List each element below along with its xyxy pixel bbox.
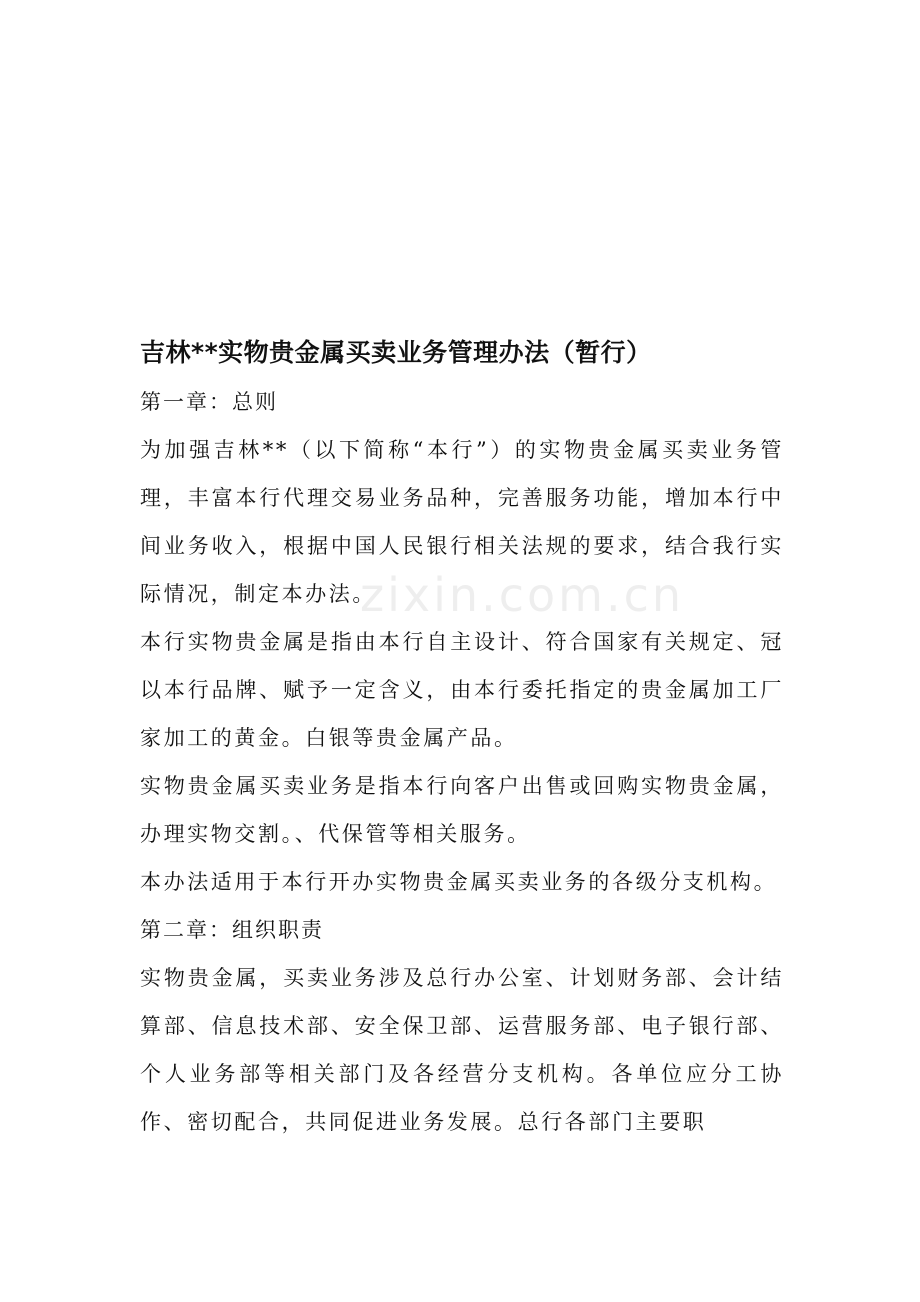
paragraph: 本行实物贵金属是指由本行自主设计、符合国家有关规定、冠以本行品牌、赋予一定含义，由本行委托指定的贵金属加工厂家加工的黄金。白银等贵金属产品。 [140,630,784,750]
chapter-1-heading: 第一章：总则 [140,390,278,414]
watermark: zixin.com.cn [360,568,685,622]
chapter-2-heading: 第二章：组织职责 [140,918,324,942]
paragraph: 实物贵金属，买卖业务涉及总行办公室、计划财务部、会计结算部、信息技术部、安全保卫部、运营服务部、电子银行部、个人业务部等相关部门及各经营分支机构。各单位应分工协作、密切配合，共同促进业务发展。总行各部门主要职 [140,966,784,1134]
document-body [140,328,784,1146]
document-title: 吉林**实物贵金属买卖业务管理办法（暂行） [140,338,652,367]
paragraph: 为加强吉林**（以下简称“本行”）的实物贵金属买卖业务管理，丰富本行代理交易业务品种，完善服务功能，增加本行中间业务收入，根据中国人民银行相关法规的要求，结合我行实际情况，制定本办法。 [140,438,784,606]
paragraph: 本办法适用于本行开办实物贵金属买卖业务的各级分支机构。 [140,870,778,894]
paragraph: 实物贵金属买卖业务是指本行向客户出售或回购实物贵金属，办理实物交割。、代保管等相关服务。 [140,774,784,846]
